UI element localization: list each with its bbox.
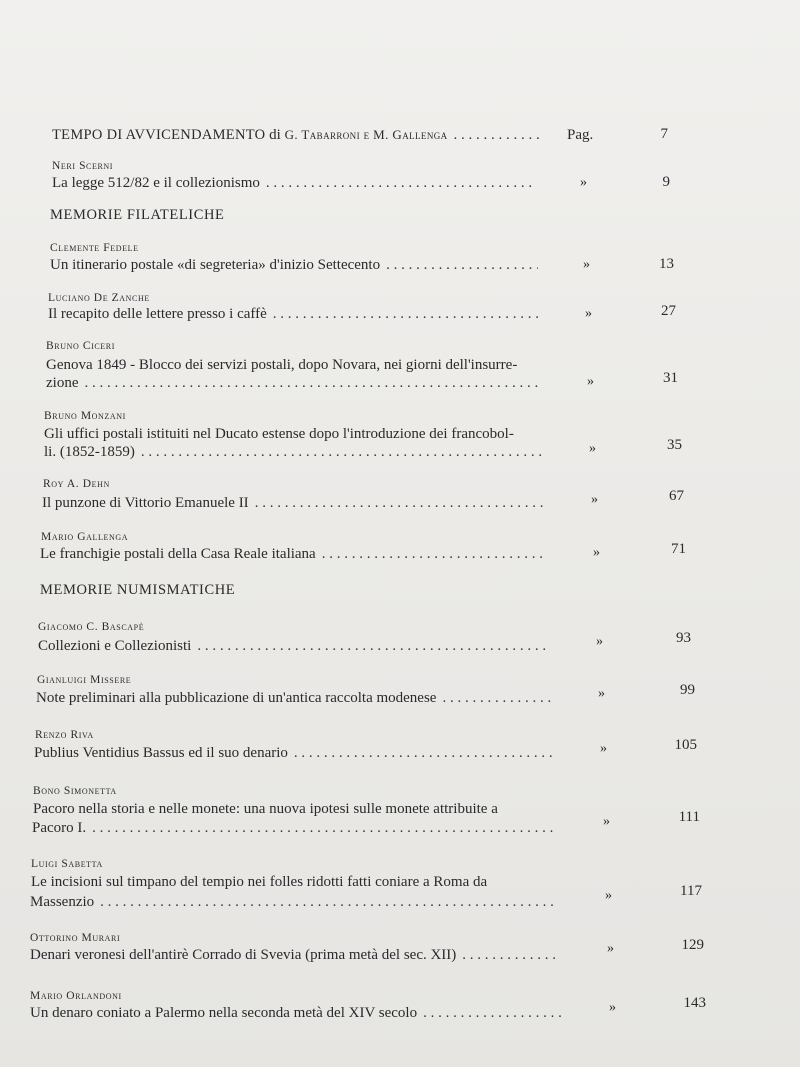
leader-dots [141,443,542,461]
toc-entry [30,1004,568,1022]
page-number: 31 [663,370,678,386]
ditto-mark: » [609,1000,616,1015]
toc-entry [46,374,546,392]
entry-author: Clemente Fedele [50,242,139,254]
toc-entry [40,545,552,563]
entry-title-cont: zione [46,375,79,391]
entry-author: Bono Simonetta [33,785,117,797]
entry-title: Un itinerario postale «di segreteria» d'inizio Settecento [50,257,381,273]
toc-entry [48,305,545,323]
page-number: 111 [678,809,700,825]
page-number: 143 [683,995,706,1011]
entry-author: Bruno Monzani [44,410,126,422]
toc-entry [32,819,562,837]
entry-title-cont: Massenzio [30,894,95,910]
leader-dots [100,893,558,911]
entry-title: Il recapito delle lettere presso i caffè [48,306,267,322]
entry-author: Luciano De Zanche [48,292,150,304]
page-number: 7 [660,126,668,142]
page-number: 13 [659,256,674,272]
entry-title: Publius Ventidius Bassus ed il suo denario [34,745,288,761]
entry-title: Genova 1849 - Blocco dei servizi postali, dopo Novara, nei giorni dell'insurre- [46,357,518,373]
ditto-mark: » [580,175,587,190]
ditto-mark: » [603,814,610,829]
leader-dots [462,946,560,964]
leader-dots [84,374,540,392]
entry-title: Gli uffici postali istituiti nel Ducato estense dopo l'introduzione dei francobol- [44,426,514,442]
head-authors: G. Tabarroni e M. Gallenga [284,127,448,142]
ditto-mark: » [583,257,590,272]
head-by: di [269,127,281,143]
page-number: 105 [674,737,697,753]
entry-title: Note preliminari alla pubblicazione di un'antica raccolta modenese [36,690,437,706]
ditto-mark: » [587,374,594,389]
entry-title: Un denaro coniato a Palermo nella seconda metà del XIV secolo [30,1005,418,1021]
entry-title: Pacoro nella storia e nelle monete: una nuova ipotesi sulle monete attribuite a [33,801,498,817]
leader-dots [386,256,538,274]
toc-entry [50,256,544,274]
ditto-mark: » [605,888,612,903]
entry-title: Collezioni e Collezionisti [38,638,192,654]
ditto-mark: » [600,741,607,756]
page-number: 9 [662,174,670,190]
pag-label: Pag. [567,127,594,143]
ditto-mark: » [593,545,600,560]
page-number: 35 [667,437,682,453]
toc-entry [30,893,564,911]
ditto-mark: » [591,492,598,507]
leader-dots [423,1004,562,1022]
ditto-mark: » [596,634,603,649]
toc-entry [34,744,560,762]
leader-dots [92,819,556,837]
entry-title: Il punzone di Vittorio Emanuele II [42,495,249,511]
entry-author: Luigi Sabetta [31,858,103,870]
entry-author: Roy A. Dehn [43,478,110,490]
ditto-mark: » [598,686,605,701]
section-heading-filateliche: MEMORIE FILATELICHE [50,207,225,223]
toc-entry [52,174,542,192]
entry-author: Mario Gallenga [41,531,129,543]
page-number: 71 [671,541,686,557]
entry-author: Neri Scerni [52,160,114,172]
leader-dots [322,545,546,563]
entry-author: Ottorino Murari [30,932,121,944]
entry-title: Denari veronesi dell'antirè Corrado di Svevia (prima metà del sec. XII) [30,947,457,963]
leader-dots [197,637,550,655]
toc-entry [38,637,556,655]
page-number: 67 [669,488,684,504]
toc-entry [44,443,548,461]
ditto-mark: » [589,441,596,456]
entry-title-cont: Pacoro I. [32,820,87,836]
ditto-mark: » [607,941,614,956]
toc-entry [30,946,566,964]
page-number: 99 [680,682,695,698]
section-heading-numismatiche: MEMORIE NUMISMATICHE [40,582,236,598]
toc-entry [36,689,558,707]
entry-author: Giacomo C. Bascapè [38,621,145,633]
ditto-mark: » [585,306,592,321]
entry-author: Bruno Ciceri [46,340,115,352]
page-number: 93 [676,630,691,646]
page-number: 27 [661,303,676,319]
entry-author: Gianluigi Missere [37,674,132,686]
entry-title-cont: li. (1852-1859) [44,444,135,460]
page-number: 129 [681,937,704,953]
toc-entry [42,494,550,512]
leader-dots [442,689,552,707]
entry-author: Renzo Riva [35,729,94,741]
leader-dots [273,305,539,323]
page-number: 117 [680,883,702,899]
leader-dots [255,494,544,512]
leader-dots [266,174,536,192]
entry-author: Mario Orlandoni [30,990,122,1002]
entry-title: Le franchigie postali della Casa Reale italiana [40,546,316,562]
leader-dots [294,744,554,762]
toc-entry-head [52,126,547,144]
entry-title: La legge 512/82 e il collezionismo [52,175,260,191]
leader-dots [454,126,541,144]
head-title: TEMPO DI AVVICENDAMENTO [52,127,266,143]
entry-title: Le incisioni sul timpano del tempio nei folles ridotti fatti coniare a Roma da [31,874,488,890]
